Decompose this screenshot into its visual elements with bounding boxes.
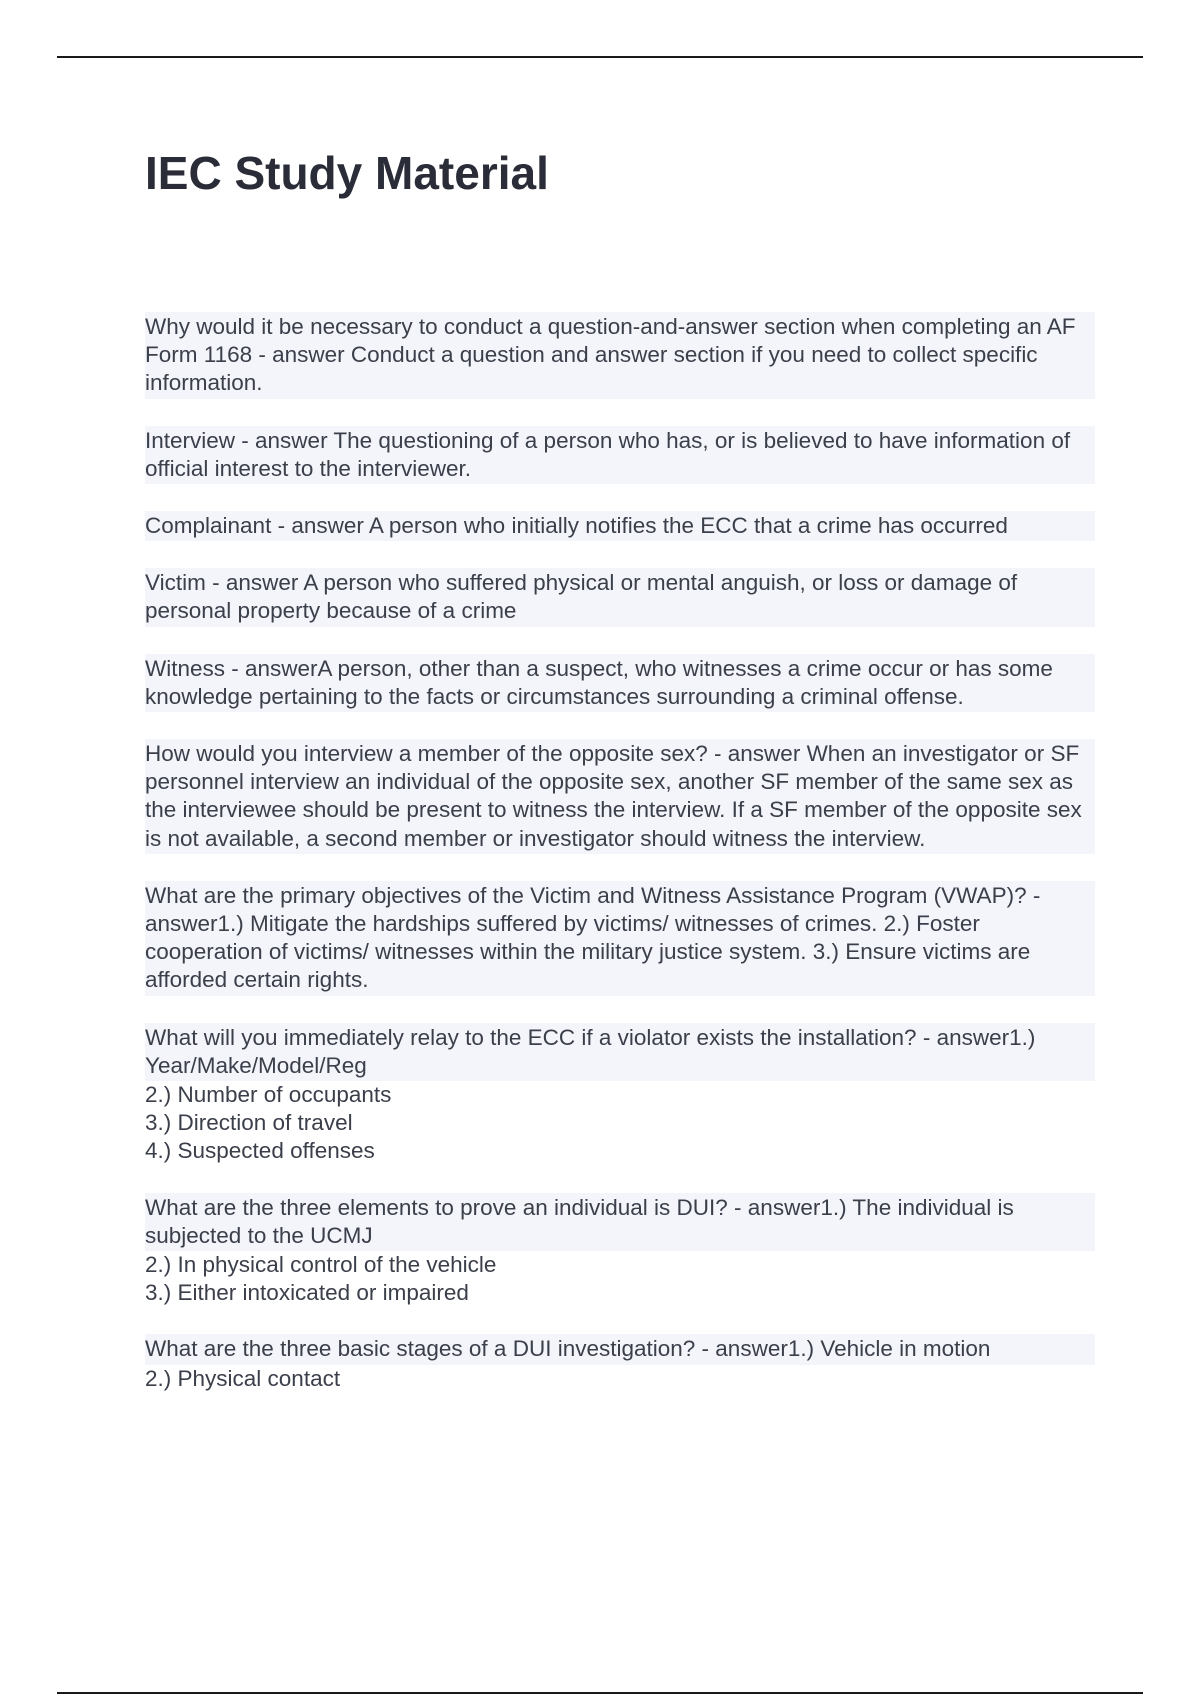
qa-entry bbox=[145, 1334, 1095, 1392]
qa-entry bbox=[145, 511, 1095, 541]
qa-list-item: 3.) Direction of travel bbox=[145, 1110, 353, 1136]
qa-line: How would you interview a member of the opposite sex? - answer When an investigator or SF personnel interview an individual of the opposite sex, another SF member of the same sex as the interviewee should be present to witness the interview. If a SF member of the opposite sex is not available, a second member or investigator should witness the interview. bbox=[145, 739, 1095, 854]
qa-line: What are the three elements to prove an individual is DUI? - answer1.) The individual is subjected to the UCMJ bbox=[145, 1193, 1095, 1251]
qa-line: Complainant - answer A person who initially notifies the ECC that a crime has occurred bbox=[145, 511, 1095, 541]
document-title: IEC Study Material bbox=[145, 147, 549, 199]
qa-line: Victim - answer A person who suffered physical or mental anguish, or loss or damage of personal property because of a crime bbox=[145, 568, 1095, 626]
qa-entry bbox=[145, 1023, 1095, 1166]
qa-entry bbox=[145, 1193, 1095, 1308]
qa-line: What are the three basic stages of a DUI investigation? - answer1.) Vehicle in motion bbox=[145, 1334, 1095, 1364]
qa-list-item: 4.) Suspected offenses bbox=[145, 1138, 375, 1164]
qa-entry bbox=[145, 881, 1095, 996]
qa-line: Interview - answer The questioning of a person who has, or is believed to have information of official interest to the interviewer. bbox=[145, 426, 1095, 484]
qa-entry bbox=[145, 654, 1095, 712]
qa-entry bbox=[145, 312, 1095, 399]
qa-entry bbox=[145, 426, 1095, 484]
qa-list-item: 2.) In physical control of the vehicle bbox=[145, 1252, 497, 1278]
top-rule bbox=[57, 56, 1143, 58]
qa-line: What will you immediately relay to the ECC if a violator exists the installation? - answer1.) Year/Make/Model/Reg bbox=[145, 1023, 1095, 1081]
qa-list-item: 2.) Number of occupants bbox=[145, 1082, 392, 1108]
bottom-rule bbox=[57, 1692, 1143, 1694]
qa-list-item: 3.) Either intoxicated or impaired bbox=[145, 1280, 469, 1306]
qa-line: Why would it be necessary to conduct a question-and-answer section when completing an AF Form 1168 - answer Conduct a question and answer section if you need to collect specific information. bbox=[145, 312, 1095, 399]
qa-line: Witness - answerA person, other than a suspect, who witnesses a crime occur or has some knowledge pertaining to the facts or circumstances surrounding a criminal offense. bbox=[145, 654, 1095, 712]
document-body bbox=[145, 312, 1095, 1420]
qa-entry bbox=[145, 568, 1095, 626]
qa-entry bbox=[145, 739, 1095, 854]
qa-list-item: 2.) Physical contact bbox=[145, 1365, 341, 1391]
qa-line: What are the primary objectives of the Victim and Witness Assistance Program (VWAP)? - answer1.) Mitigate the hardships suffered by victims/ witnesses of crimes. 2.) Foster cooperation of victims/ witnesses within the military justice system. 3.) Ensure victims are afforded certain rights. bbox=[145, 881, 1095, 996]
